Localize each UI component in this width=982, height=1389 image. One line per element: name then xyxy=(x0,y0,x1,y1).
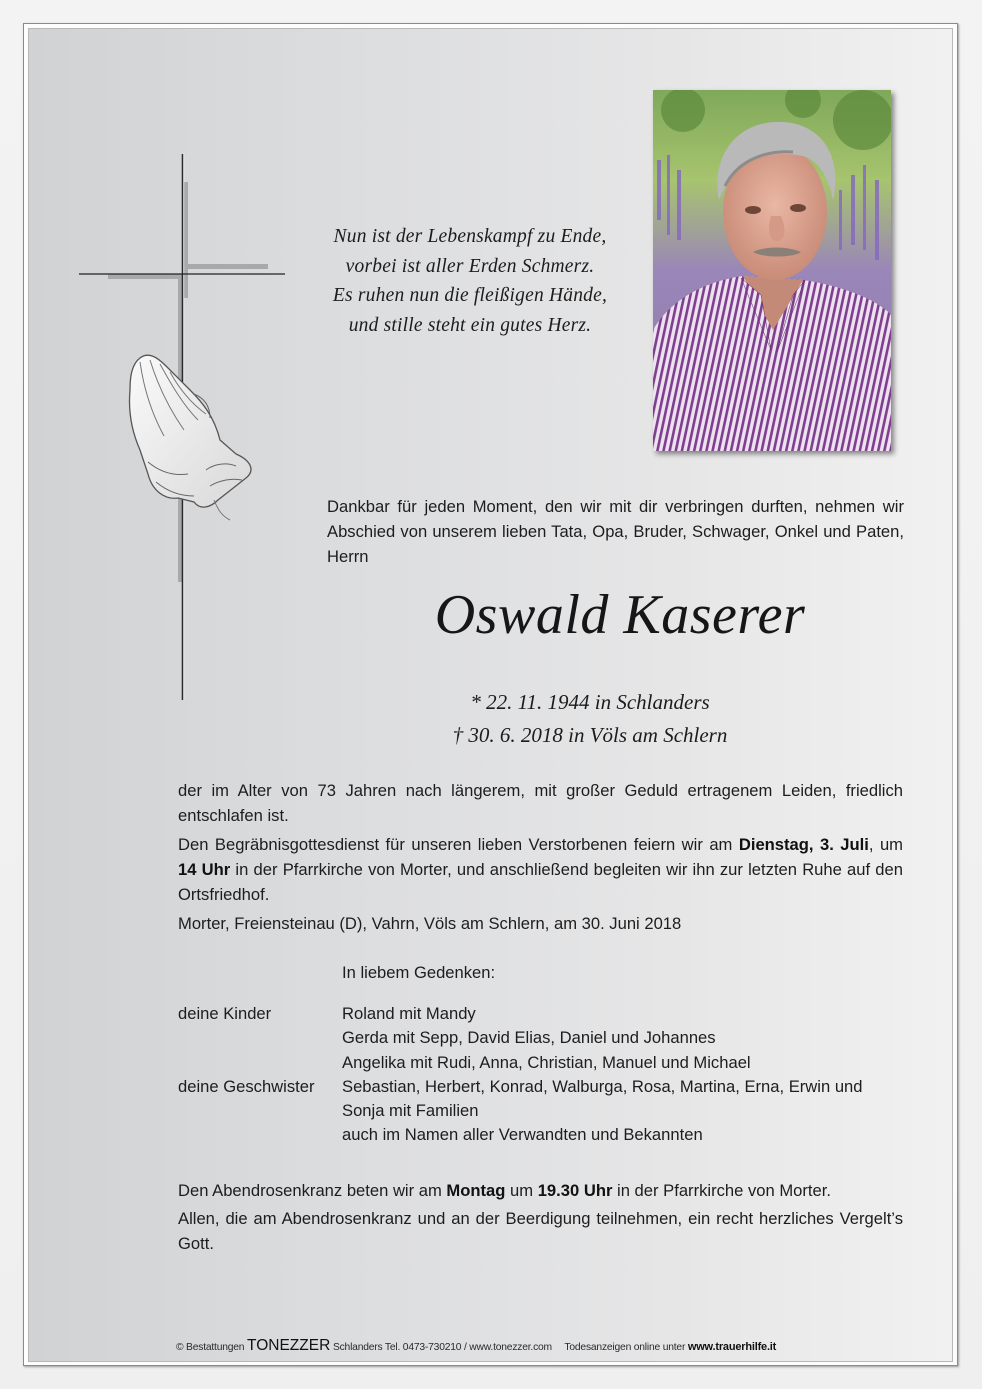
place-date: Morter, Freiensteinau (D), Vahrn, Völs am Schlern, am 30. Juni 2018 xyxy=(178,914,682,933)
poem-line: vorbei ist aller Erden Schmerz. xyxy=(345,255,595,277)
funeral-text: in der Pfarrkirche von Morter, und anschließend begleiten wir ihn zur letzten Ruhe auf den Ortsfriedhof. xyxy=(178,860,903,904)
family-row xyxy=(178,1002,908,1026)
family-row xyxy=(178,1099,908,1123)
intro-text: Dankbar für jeden Moment, den wir mit dir verbringen durften, nehmen wir Abschied von unserem lieben Tata, Opa, Bruder, Schwager, Onkel und Paten, Herrn xyxy=(327,497,904,566)
poem-line: Es ruhen nun die fleißigen Hände, xyxy=(332,285,608,306)
family-names: Sebastian, Herbert, Konrad, Walburga, Rosa, Martina, Erna, Erwin und xyxy=(342,1076,863,1096)
family-row xyxy=(178,1075,908,1099)
family-list xyxy=(178,1002,908,1148)
in-memory-heading: In liebem Gedenken: xyxy=(342,963,496,982)
death-date: † 30. 6. 2018 in Völs am Schlern xyxy=(452,723,728,747)
family-label: deine Kinder xyxy=(178,1004,272,1023)
footer-online-text: Todesanzeigen online unter xyxy=(564,1342,686,1353)
poem xyxy=(300,222,640,340)
footer-online-link[interactable]: www.trauerhilfe.it xyxy=(687,1341,777,1353)
family-names: Gerda mit Sepp, David Elias, Daniel und Johannes xyxy=(342,1028,716,1048)
rosary-day: Montag xyxy=(446,1181,506,1200)
thanks-paragraph: Allen, die am Abendrosenkranz und an der Beerdigung teilnehmen, ein recht herzliches Vergelt’s Gott. xyxy=(178,1209,903,1253)
death-paragraph: der im Alter von 73 Jahren nach längerem, mit großer Geduld ertragenem Leiden, friedlich entschlafen ist. xyxy=(178,781,903,825)
birth-date: * 22. 11. 1944 in Schlanders xyxy=(470,690,710,714)
rosary-paragraph xyxy=(178,1178,903,1203)
rosary-text: um xyxy=(505,1181,538,1200)
praying-hands-icon xyxy=(118,350,258,525)
funeral-paragraph xyxy=(178,832,903,907)
rosary-time: 19.30 Uhr xyxy=(537,1181,613,1200)
family-label xyxy=(178,1051,342,1075)
funeral-day: Dienstag, 3. Juli xyxy=(738,835,869,854)
family-names: auch im Namen aller Verwandten und Bekannten xyxy=(342,1125,703,1145)
portrait-photo xyxy=(653,90,891,451)
deceased-name: Oswald Kaserer xyxy=(434,584,806,646)
poem-line: Nun ist der Lebenskampf zu Ende, xyxy=(333,226,607,247)
family-label: deine Geschwister xyxy=(178,1076,315,1096)
family-names: Roland mit Mandy xyxy=(342,1004,476,1023)
family-names: Angelika mit Rudi, Anna, Christian, Manuel und Michael xyxy=(342,1052,751,1072)
poem-line: und stille steht ein gutes Herz. xyxy=(348,314,592,336)
rosary-text: Den Abendrosenkranz beten wir am xyxy=(178,1181,447,1200)
footer-contact[interactable]: Schlanders Tel. 0473-730210 / www.tonezzer.com xyxy=(332,1342,552,1353)
footer-brand: TONEZZER xyxy=(247,1337,331,1354)
funeral-text: , um xyxy=(868,835,903,854)
family-label xyxy=(178,1026,342,1050)
family-row xyxy=(178,1123,908,1147)
family-row xyxy=(178,1026,908,1050)
family-label xyxy=(178,1123,342,1147)
family-names: Sonja mit Familien xyxy=(342,1101,479,1121)
rosary-text: in der Pfarrkirche von Morter. xyxy=(612,1181,831,1200)
funeral-time: 14 Uhr xyxy=(178,860,231,879)
footer xyxy=(176,1337,776,1355)
footer-copyright: © Bestattungen xyxy=(176,1342,245,1353)
family-row xyxy=(178,1051,908,1075)
family-label xyxy=(178,1099,342,1123)
funeral-text: Den Begräbnisgottesdienst für unseren lieben Verstorbenen feiern wir am xyxy=(178,835,739,854)
life-dates xyxy=(360,686,820,752)
